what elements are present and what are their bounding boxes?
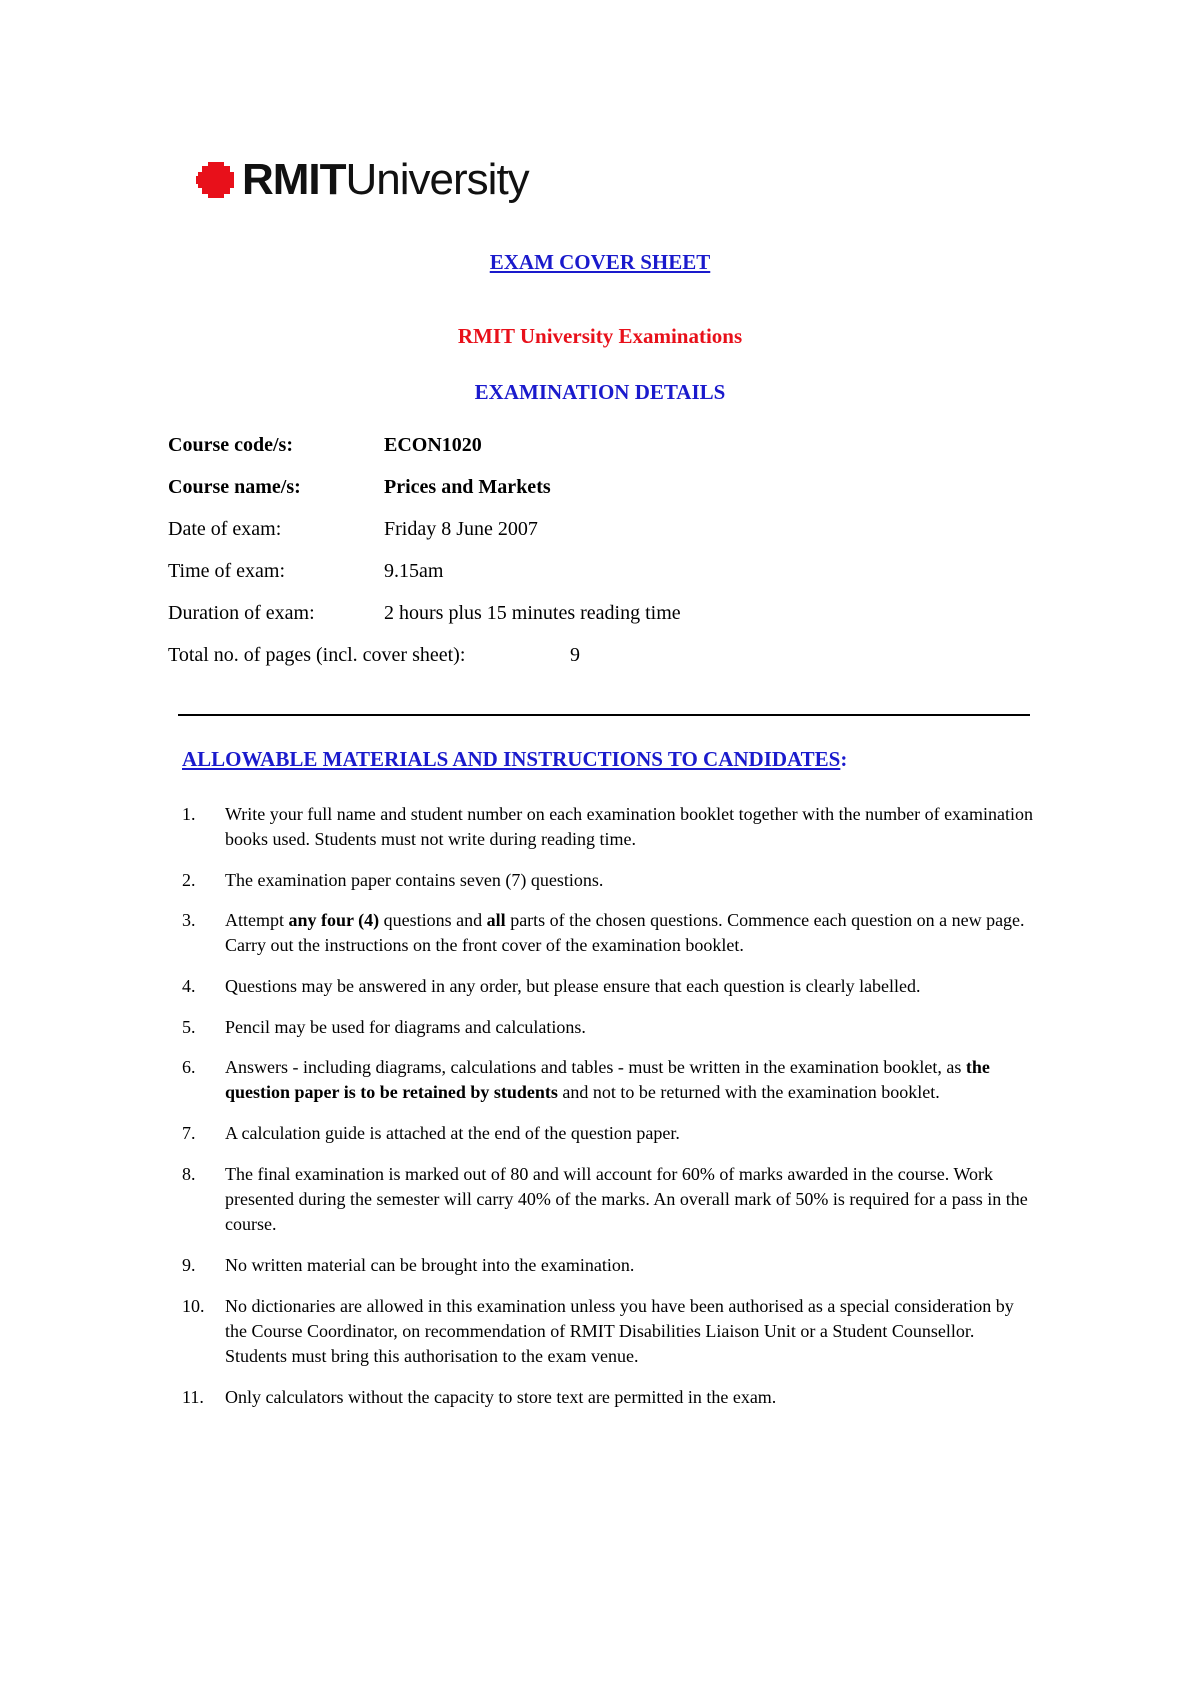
- detail-label: Date of exam:: [168, 518, 282, 540]
- item-text-part: questions and: [379, 910, 487, 930]
- detail-row-course-name: [168, 476, 1068, 518]
- detail-label: Total no. of pages (incl. cover sheet):: [168, 644, 466, 666]
- detail-label: Course name/s:: [168, 476, 301, 498]
- detail-row-time: [168, 560, 1068, 602]
- detail-label: Course code/s:: [168, 434, 293, 456]
- list-item: [180, 1385, 1040, 1410]
- list-item: [180, 908, 1040, 958]
- item-text-part: Attempt: [225, 910, 289, 930]
- rmit-logo: [196, 150, 529, 210]
- list-item: [180, 868, 1040, 893]
- item-text: The examination paper contains seven (7) questions.: [225, 870, 604, 890]
- item-text-emphasis: any four (4): [288, 910, 380, 930]
- detail-value: 2 hours plus 15 minutes reading time: [384, 602, 681, 624]
- item-text: [225, 1057, 990, 1102]
- item-text: [225, 910, 1025, 955]
- item-number: 4.: [182, 976, 196, 996]
- item-number: 5.: [182, 1017, 196, 1037]
- item-text: No written material can be brought into the examination.: [225, 1255, 635, 1275]
- detail-row-date: [168, 518, 1068, 560]
- examination-details-heading: EXAMINATION DETAILS: [474, 380, 726, 404]
- item-text-part: and not to be returned with the examination booklet.: [557, 1082, 940, 1102]
- detail-label: Time of exam:: [168, 560, 286, 582]
- exam-cover-sheet-title: EXAM COVER SHEET: [489, 250, 711, 274]
- institution-heading: RMIT University Examinations: [457, 324, 743, 348]
- detail-row-duration: [168, 602, 1068, 644]
- detail-label: Duration of exam:: [168, 602, 315, 624]
- item-number: 3.: [182, 910, 196, 930]
- instructions-title-colon: :: [840, 747, 848, 771]
- rmit-wordmark: [242, 155, 529, 204]
- wordmark-bold: RMIT: [242, 155, 346, 204]
- detail-value: Friday 8 June 2007: [384, 518, 538, 540]
- detail-row-total-pages: [168, 644, 1068, 686]
- item-text: A calculation guide is attached at the end of the question paper.: [225, 1123, 680, 1143]
- exam-details: [168, 434, 1068, 686]
- wordmark-light: University: [345, 155, 529, 204]
- item-number: 8.: [182, 1164, 196, 1184]
- item-text: The final examination is marked out of 80 and will account for 60% of marks awarded in the course. Work presented during the semester will carry 40% of the marks. An overall mark of 50% is required for a pass in the course.: [225, 1164, 1028, 1234]
- item-number: 2.: [182, 870, 196, 890]
- detail-value: Prices and Markets: [384, 476, 551, 498]
- item-number: 1.: [182, 804, 196, 824]
- item-text-part: Answers - including diagrams, calculations and tables - must be written in the examination booklet, as: [225, 1057, 966, 1077]
- item-text-emphasis: all: [486, 910, 506, 930]
- section-divider: [178, 714, 1030, 716]
- item-number: 7.: [182, 1123, 196, 1143]
- item-number: 11.: [182, 1387, 204, 1407]
- item-number: 9.: [182, 1255, 196, 1275]
- item-number: 10.: [182, 1296, 205, 1316]
- detail-row-course-code: [168, 434, 1068, 476]
- detail-value: ECON1020: [384, 434, 482, 456]
- item-text: Questions may be answered in any order, but please ensure that each question is clearly labelled.: [225, 976, 921, 996]
- list-item: [180, 1121, 1040, 1146]
- item-text-part: parts of the chosen questions. Commence each question on a new page. Carry out the instructions on the front cover of the examination booklet.: [225, 910, 1025, 955]
- instructions-title-text: ALLOWABLE MATERIALS AND INSTRUCTIONS TO CANDIDATES: [182, 747, 841, 771]
- item-text-emphasis: the question paper is to be retained by students: [225, 1057, 990, 1102]
- item-number: 6.: [182, 1057, 196, 1077]
- list-item: [180, 1015, 1040, 1040]
- detail-value: 9: [570, 644, 580, 666]
- list-item: [180, 1294, 1040, 1369]
- instructions-list: [180, 802, 1040, 1410]
- detail-value: 9.15am: [384, 560, 444, 582]
- item-text: No dictionaries are allowed in this examination unless you have been authorised as a special consideration by the Course Coordinator, on recommendation of RMIT Disabilities Liaison Unit or a Student Counsellor. Students must bring this authorisation to the exam venue.: [225, 1296, 1014, 1366]
- list-item: [180, 1055, 1040, 1105]
- item-text: Write your full name and student number on each examination booklet together with the number of examination books used. Students must not write during reading time.: [225, 804, 1034, 849]
- list-item: [180, 974, 1040, 999]
- list-item: [180, 1253, 1040, 1278]
- rmit-pixel-logo-icon: [196, 160, 236, 200]
- list-item: [180, 802, 1040, 852]
- item-text: Pencil may be used for diagrams and calculations.: [225, 1017, 586, 1037]
- list-item: [180, 1162, 1040, 1237]
- instructions-title: [182, 747, 847, 772]
- item-text: Only calculators without the capacity to store text are permitted in the exam.: [225, 1387, 777, 1407]
